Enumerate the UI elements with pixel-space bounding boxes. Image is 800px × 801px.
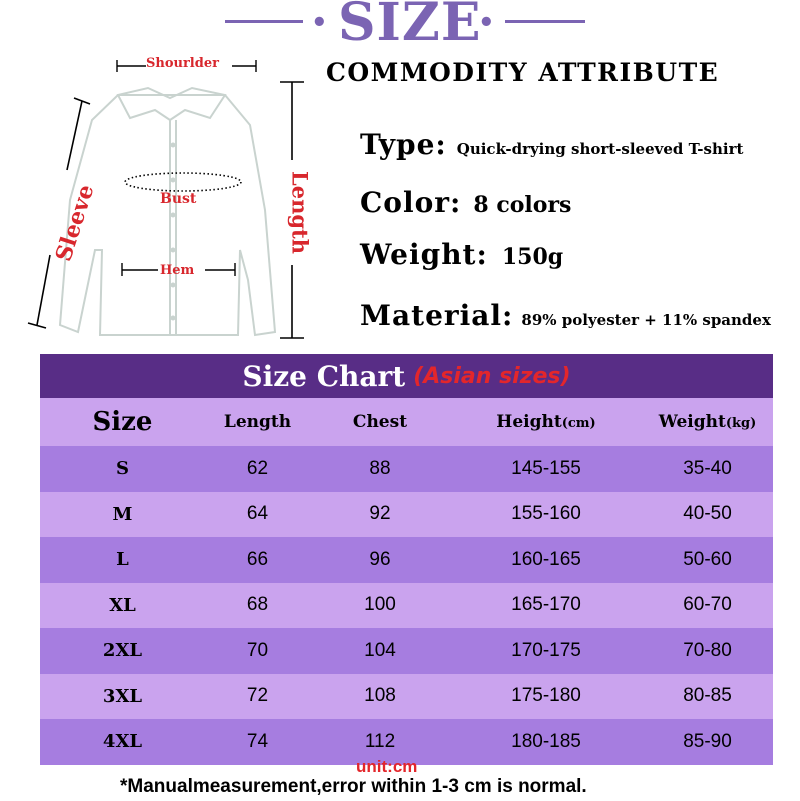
cell-size: XL [109,594,136,616]
size-chart-subtitle: (Asian sizes) [413,363,571,389]
attribute-value: 150g [501,244,564,270]
cell-weight: 60-70 [683,594,732,616]
header-rule-left [225,20,303,23]
table-row [40,583,773,629]
cell-height: 145-155 [511,457,581,479]
column-header-weight-unit: (kg) [725,416,757,431]
size-chart [40,354,773,765]
cell-length: 68 [246,594,269,616]
cell-chest: 96 [369,548,391,570]
cell-length: 64 [246,503,269,525]
attribute-value: Quick-drying short-sleeved T-shirt [456,140,744,158]
column-header-height-unit: (cm) [561,416,596,431]
table-row [40,628,773,674]
cell-size: 3XL [102,685,143,707]
size-chart-header [40,354,773,398]
shoulder-label: Shourlder [146,56,219,71]
cell-weight: 40-50 [683,503,732,525]
attribute-key: Type: [360,128,447,161]
attribute-value: 89% polyester + 11% spandex [521,311,771,329]
header-rule-right [505,20,585,23]
column-header-height-label: Height [496,412,562,432]
sleeve-label: Sleeve [50,181,100,265]
attribute-key: Material: [360,299,514,332]
bust-label: Bust [160,191,197,207]
cell-length: 74 [246,730,269,752]
cell-length: 66 [246,548,269,570]
cell-weight: 50-60 [683,548,732,570]
header [0,0,800,53]
attribute-color [360,186,571,219]
size-chart-title: Size Chart [242,359,406,393]
attribute-weight [360,238,563,271]
column-header-length: Length [223,412,292,432]
cell-height: 165-170 [511,594,581,616]
column-header-weight-label: Weight [658,412,726,432]
page-title: SIZE [338,0,482,53]
column-header-weight [642,412,773,432]
length-label: Length [287,170,313,255]
cell-chest: 104 [364,639,396,661]
cell-length: 70 [246,639,269,661]
cell-size: 2XL [102,640,143,662]
cell-chest: 92 [369,503,391,525]
cell-length: 62 [246,457,269,479]
table-row [40,492,773,538]
cell-chest: 88 [369,457,391,479]
measurement-note: *Manualmeasurement,error within 1-3 cm is normal. [120,776,587,797]
cell-height: 175-180 [511,685,581,707]
cell-height: 180-185 [511,730,581,752]
table-row [40,674,773,720]
cell-weight: 35-40 [683,457,732,479]
cell-size: S [116,458,129,480]
table-row [40,446,773,492]
cell-chest: 108 [364,685,396,707]
cell-size: M [112,503,133,525]
unit-label: unit:cm [356,757,418,776]
column-header-height [450,412,642,432]
attribute-key: Weight: [360,238,488,271]
cell-weight: 70-80 [683,639,732,661]
column-header-size: Size [92,407,153,437]
header-dot-right: • [478,8,495,38]
cell-weight: 80-85 [683,685,732,707]
attribute-key: Color: [360,186,462,219]
cell-height: 155-160 [511,503,581,525]
hem-label: Hem [160,263,195,278]
shirt-diagram [20,50,320,350]
header-dot-left: • [311,8,328,38]
cell-size: L [116,549,129,571]
attribute-value: 8 colors [473,192,572,218]
attribute-material [360,299,771,332]
cell-chest: 100 [364,594,396,616]
cell-chest: 112 [364,730,396,752]
cell-size: 4XL [102,731,143,753]
column-header-chest: Chest [352,412,408,432]
cell-length: 72 [246,685,269,707]
cell-height: 160-165 [511,548,581,570]
attributes-title: COMMODITY ATTRIBUTE [326,58,720,87]
cell-height: 170-175 [511,639,581,661]
attribute-type [360,128,743,161]
table-header-row [40,398,773,446]
table-row [40,537,773,583]
cell-weight: 85-90 [683,730,732,752]
